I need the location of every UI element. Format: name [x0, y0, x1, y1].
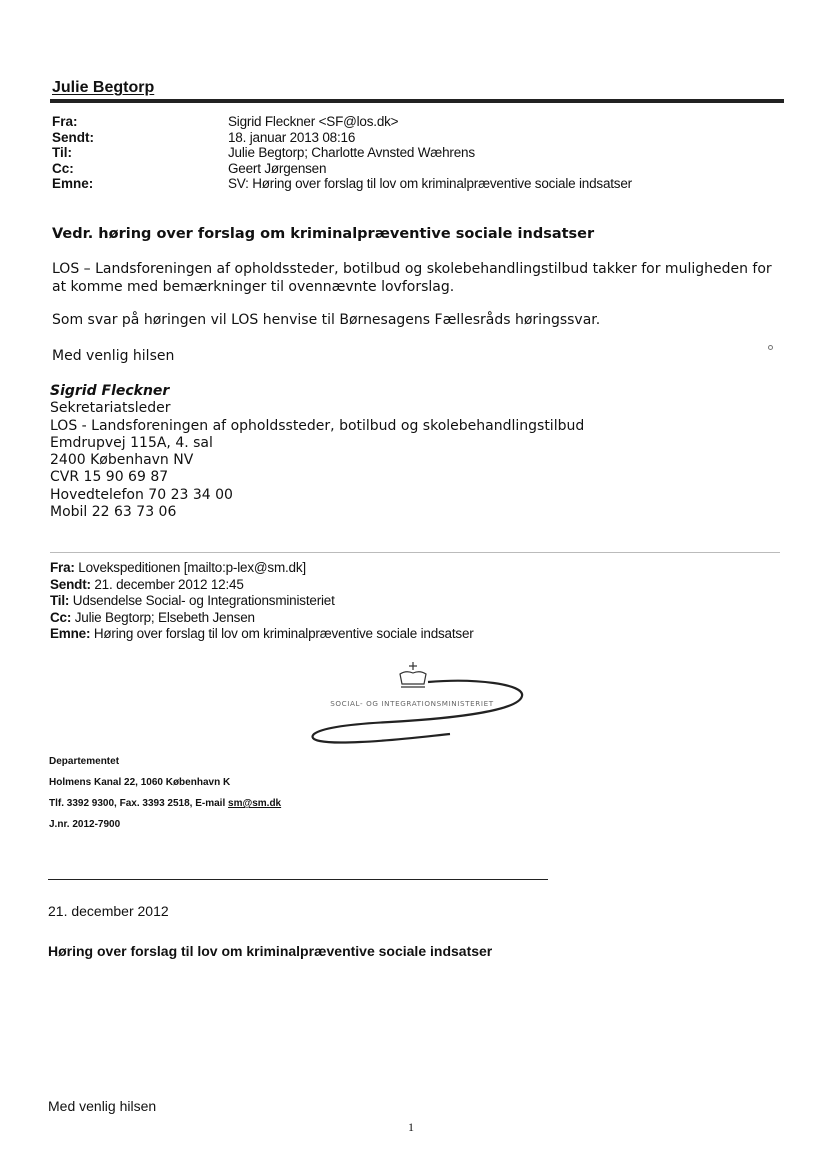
signature-name: Sigrid Fleckner: [50, 383, 170, 399]
from-value: Sigrid Fleckner <SF@los.dk>: [228, 114, 399, 129]
fwd-to-value: Udsendelse Social- og Integrationsministeriet: [72, 593, 335, 608]
department-name: Departementet: [49, 756, 120, 767]
signature-line: LOS - Landsforeningen af opholdssteder, botilbud og skolebehandlingstilbud: [50, 417, 585, 434]
signature-line: CVR 15 90 69 87: [50, 469, 169, 486]
header-row-cc: [52, 161, 632, 177]
fwd-from-value: Lovekspeditionen [mailto:p-lex@sm.dk]: [78, 560, 306, 575]
forwarded-header: [50, 560, 474, 643]
department-email-link[interactable]: sm@sm.dk: [228, 798, 282, 809]
header-row-from: [52, 114, 632, 130]
sent-label: Sendt:: [52, 129, 94, 145]
letter-subject: Høring over forslag til lov om kriminalpræventive sociale indsatser: [48, 943, 493, 959]
letter-divider: [48, 879, 548, 880]
header-row-subject: [52, 176, 632, 192]
letter-greeting: Med venlig hilsen: [48, 1098, 157, 1114]
message-paragraph-2: Som svar på høringen vil LOS henvise til Børnesagens Fællesråds høringssvar.: [52, 312, 601, 328]
from-label: Fra:: [52, 114, 78, 129]
signature-line: Mobil 22 63 73 06: [50, 504, 177, 521]
department-address: Holmens Kanal 22, 1060 København K: [49, 777, 231, 788]
department-block: [49, 751, 281, 835]
fwd-row-from: Fra: Lovekspeditionen [mailto:p-lex@sm.dk]: [50, 560, 306, 575]
message-paragraph-1: LOS – Landsforeningen af opholdssteder, botilbud og skolebehandlingstilbud takker for muligheden for at komme med bemærkninger til ovennævnte lovforslag.: [52, 261, 772, 295]
fwd-cc-value: Julie Begtorp; Elsebeth Jensen: [74, 609, 255, 625]
signature-line: Emdrupvej 115A, 4. sal: [50, 434, 213, 451]
cc-value: Geert Jørgensen: [228, 160, 327, 176]
header-row-to: [52, 145, 632, 161]
header-divider: [50, 99, 784, 103]
scan-speck: [768, 345, 773, 350]
subject-value: SV: Høring over forslag til lov om kriminalpræventive sociale indsatser: [228, 176, 632, 192]
fwd-row-to: Til: Udsendelse Social- og Integrationsministeriet: [50, 593, 335, 608]
to-label: Til:: [52, 145, 72, 161]
sent-value: 18. januar 2013 08:16: [228, 129, 356, 145]
signature-line: Hovedtelefon 70 23 34 00: [50, 486, 233, 503]
ministry-logo: [300, 660, 530, 750]
crown-icon: [400, 662, 426, 687]
department-jnr: J.nr. 2012-7900: [49, 819, 121, 830]
fwd-row-cc: Cc: Julie Begtorp; Elsebeth Jensen: [50, 609, 255, 625]
forward-divider: [50, 552, 780, 553]
fwd-row-subject: Emne: Høring over forslag til lov om kriminalpræventive sociale indsatser: [50, 626, 474, 641]
signature-line: 2400 København NV: [50, 452, 194, 469]
subject-label: Emne:: [52, 176, 94, 192]
fwd-sent-value: 21. december 2012 12:45: [94, 576, 244, 592]
signature-block: [50, 383, 584, 521]
email-header-fields: [52, 114, 632, 192]
ministry-logo-graphic: [300, 660, 530, 750]
cc-label: Cc:: [52, 160, 74, 176]
logo-swoosh: [313, 681, 523, 743]
to-value: Julie Begtorp; Charlotte Avnsted Wæhrens: [228, 145, 475, 161]
message-heading: Vedr. høring over forslag om kriminalpræventive sociale indsatser: [52, 226, 595, 242]
sender-title: Julie Begtorp: [52, 79, 155, 96]
fwd-row-sent: Sendt: 21. december 2012 12:45: [50, 576, 244, 592]
department-contact: Tlf. 3392 9300, Fax. 3393 2518, E-mail sm@sm.dk: [49, 798, 282, 809]
signature-line: Sekretariatsleder: [50, 400, 171, 417]
letter-date: 21. december 2012: [48, 903, 169, 919]
ministry-name: SOCIAL- OG INTEGRATIONSMINISTERIET: [330, 699, 494, 708]
message-greeting: Med venlig hilsen: [52, 348, 175, 364]
header-row-sent: [52, 130, 632, 146]
page-number: 1: [408, 1120, 414, 1134]
fwd-subject-value: Høring over forslag til lov om kriminalpræventive sociale indsatser: [93, 626, 474, 641]
